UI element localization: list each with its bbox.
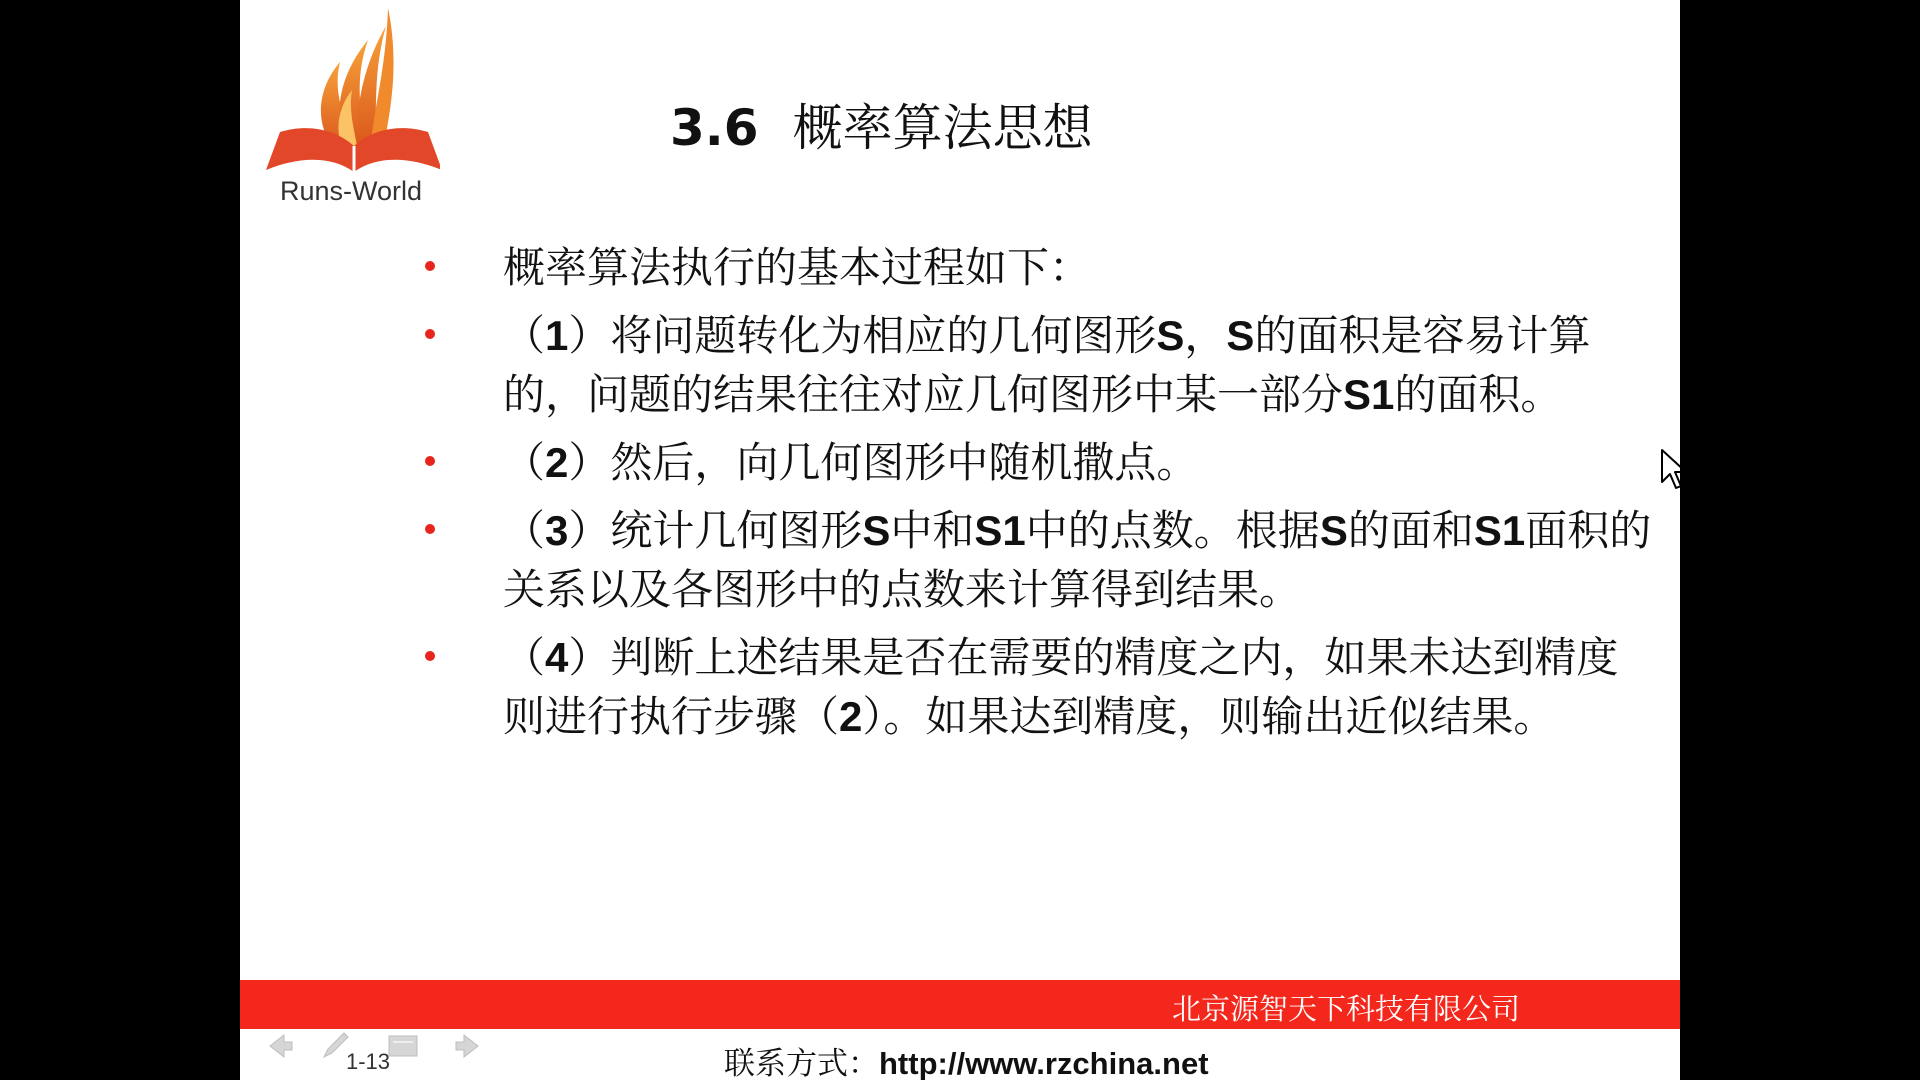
bullet-text-segment: ）将问题转化为相应的几何图形 <box>568 311 1157 360</box>
logo-text: Runs-World <box>279 176 423 206</box>
bullet-item <box>425 306 1655 424</box>
bullet-text-segment: 3 <box>545 507 569 554</box>
bullet-text-segment: （ <box>503 311 546 360</box>
bullet-text-segment: S <box>862 507 891 554</box>
contact-url[interactable]: http://www.rzchina.net <box>879 1046 1209 1080</box>
slide-navigation <box>262 1025 502 1075</box>
bullet-dot-icon <box>425 524 435 534</box>
bullet-text-segment: S1 <box>974 507 1026 554</box>
bullet-text-segment: 2 <box>545 439 569 486</box>
bullet-text-segment: 2 <box>839 693 863 740</box>
contact-label: 联系方式： <box>724 1046 879 1080</box>
bullet-text-segment: 概率算法执行的基本过程如下： <box>503 243 1092 292</box>
contact-info <box>724 1038 1209 1080</box>
bullet-dot-icon <box>425 651 435 661</box>
bullet-text-segment: ）。如果达到精度，则输出近似结果。 <box>862 692 1556 741</box>
bullet-text-segment: （ <box>503 506 546 555</box>
bullet-text-segment: ）然后，向几何图形中随机撒点。 <box>568 438 1199 487</box>
bullet-item <box>425 501 1655 619</box>
slide-menu-icon[interactable] <box>386 1029 420 1063</box>
bullet-text-segment: ， <box>1184 311 1227 360</box>
bullet-text-segment: （ <box>503 438 546 487</box>
slide <box>240 0 1680 1080</box>
bullet-text-segment: 中的点数。根据 <box>1025 506 1320 555</box>
bullet-text-segment: S <box>1156 312 1185 359</box>
mouse-pointer-icon <box>1660 448 1680 492</box>
bullet-text-segment: 中和 <box>890 506 975 555</box>
bullet-text-segment: 的面积是容易计算的，问题的结果往往对应几何图形中某一部分 <box>503 311 1591 419</box>
bullet-dot-icon <box>425 329 435 339</box>
bullet-item <box>425 433 1655 492</box>
slide-title <box>670 88 1370 160</box>
page-number: 1-13 <box>346 1049 391 1074</box>
arrow-left-icon[interactable] <box>262 1029 296 1063</box>
title-text: 概率算法思想 <box>792 99 1093 157</box>
bullet-text-segment: S <box>1226 312 1255 359</box>
bullet-text-segment: 的面和 <box>1347 506 1474 555</box>
bullet-dot-icon <box>425 456 435 466</box>
bullet-text-segment: （ <box>503 633 546 682</box>
bullet-text-segment: ）判断上述结果是否在需要的精度之内，如果未达到精度则进行执行步骤（ <box>503 633 1619 741</box>
bullet-item <box>425 628 1655 746</box>
bullet-text-segment: 面积的关系以及各图形中的点数来计算得到结果。 <box>503 506 1652 614</box>
flame-book-icon <box>260 4 440 174</box>
footer-bar <box>240 980 1680 1029</box>
runs-world-logo <box>260 4 440 204</box>
bullet-text-segment: ）统计几何图形 <box>568 506 863 555</box>
company-name: 北京源智天下科技有限公司 <box>1171 992 1520 1026</box>
bullet-text-segment: 1 <box>545 312 569 359</box>
title-number: 3.6 <box>670 99 759 157</box>
arrow-right-icon[interactable] <box>452 1029 486 1063</box>
bullet-list <box>425 238 1655 755</box>
bullet-dot-icon <box>425 261 435 271</box>
bullet-text-segment: 4 <box>545 634 569 681</box>
bullet-item <box>425 238 1655 297</box>
bullet-text-segment: S <box>1319 507 1348 554</box>
bullet-text-segment: S1 <box>1343 371 1395 418</box>
bullet-text-segment: 的面积。 <box>1394 370 1563 419</box>
bullet-text-segment: S1 <box>1473 507 1526 554</box>
